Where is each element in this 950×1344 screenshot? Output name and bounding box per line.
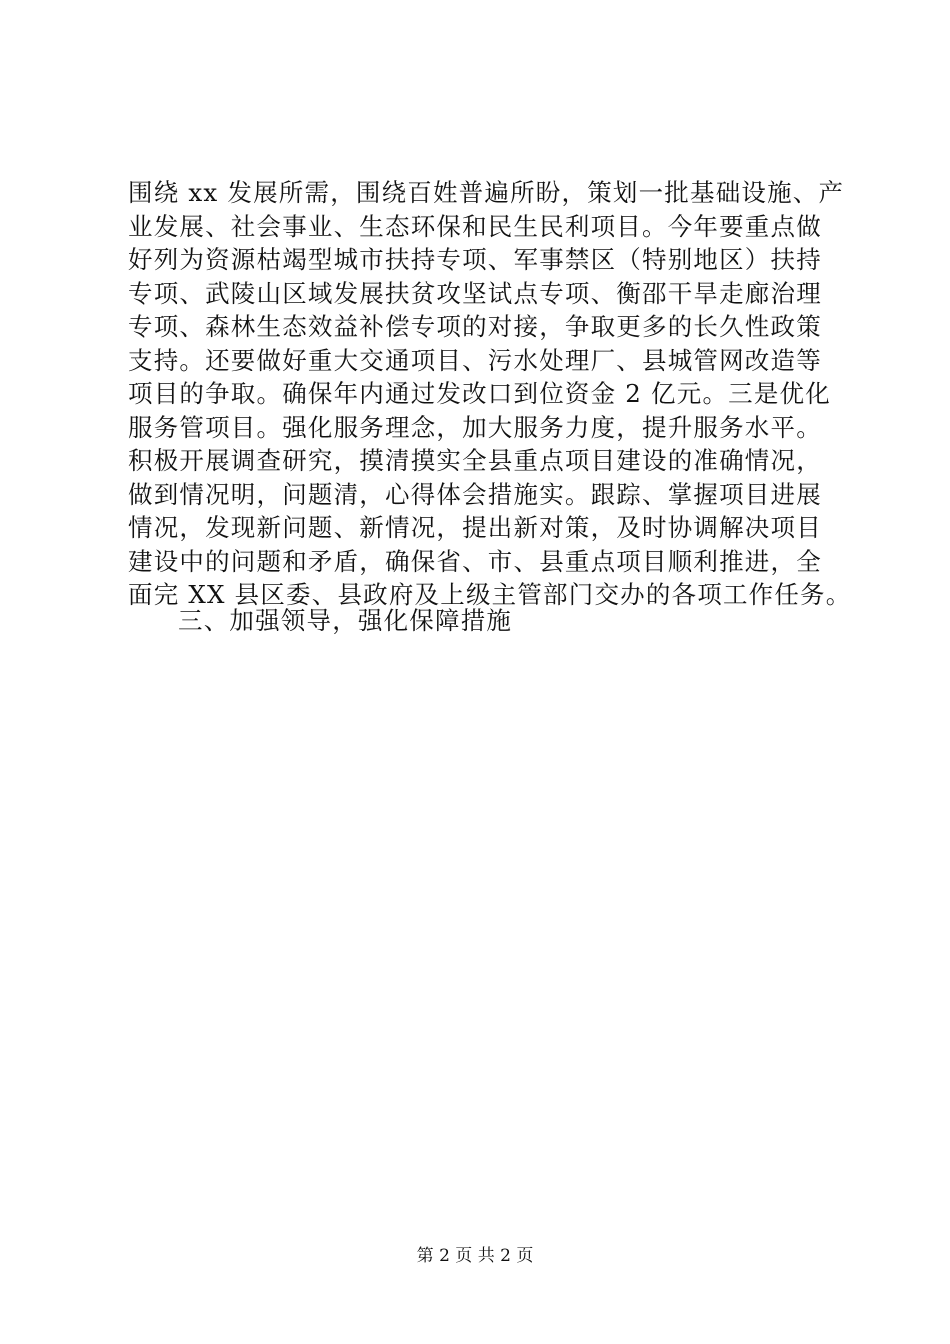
paragraph-line: 做到情况明，问题清，心得体会措施实。跟踪、掌握项目进展 [128, 479, 822, 509]
paragraph-line: 面完 XX 县区委、县政府及上级主管部门交办的各项工作任务。 [128, 580, 852, 609]
paragraph-line: 服务管项目。强化服务理念，加大服务力度，提升服务水平。 [128, 412, 822, 442]
page-footer: 第 2 页 共 2 页 [416, 1246, 534, 1266]
section-heading: 三、加强领导，强化保障措施 [178, 606, 513, 635]
paragraph-line: 积极开展调查研究，摸清摸实全县重点项目建设的准确情况， [128, 446, 822, 475]
paragraph-line: 情况，发现新问题、新情况，提出新对策，及时协调解决项目 [128, 513, 822, 542]
paragraph-line: 建设中的问题和矛盾，确保省、市、县重点项目顺利推进，全 [128, 546, 822, 576]
paragraph-line: 围绕 xx 发展所需，围绕百姓普遍所盼，策划一批基础设施、产 [128, 178, 845, 207]
paragraph-line: 支持。还要做好重大交通项目、污水处理厂、县城管网改造等 [128, 345, 822, 375]
paragraph-line: 专项、武陵山区域发展扶贫攻坚试点专项、衡邵干旱走廊治理 [128, 278, 822, 308]
body-paragraph [128, 176, 852, 612]
paragraph-line: 专项、森林生态效益补偿专项的对接，争取更多的长久性政策 [128, 312, 822, 341]
paragraph-line: 好列为资源枯竭型城市扶持专项、军事禁区（特别地区）扶持 [128, 245, 822, 274]
paragraph-line: 业发展、社会事业、生态环保和民生民利项目。今年要重点做 [128, 211, 822, 241]
paragraph-line: 项目的争取。确保年内通过发改口到位资金 2 亿元。三是优化 [128, 379, 831, 408]
